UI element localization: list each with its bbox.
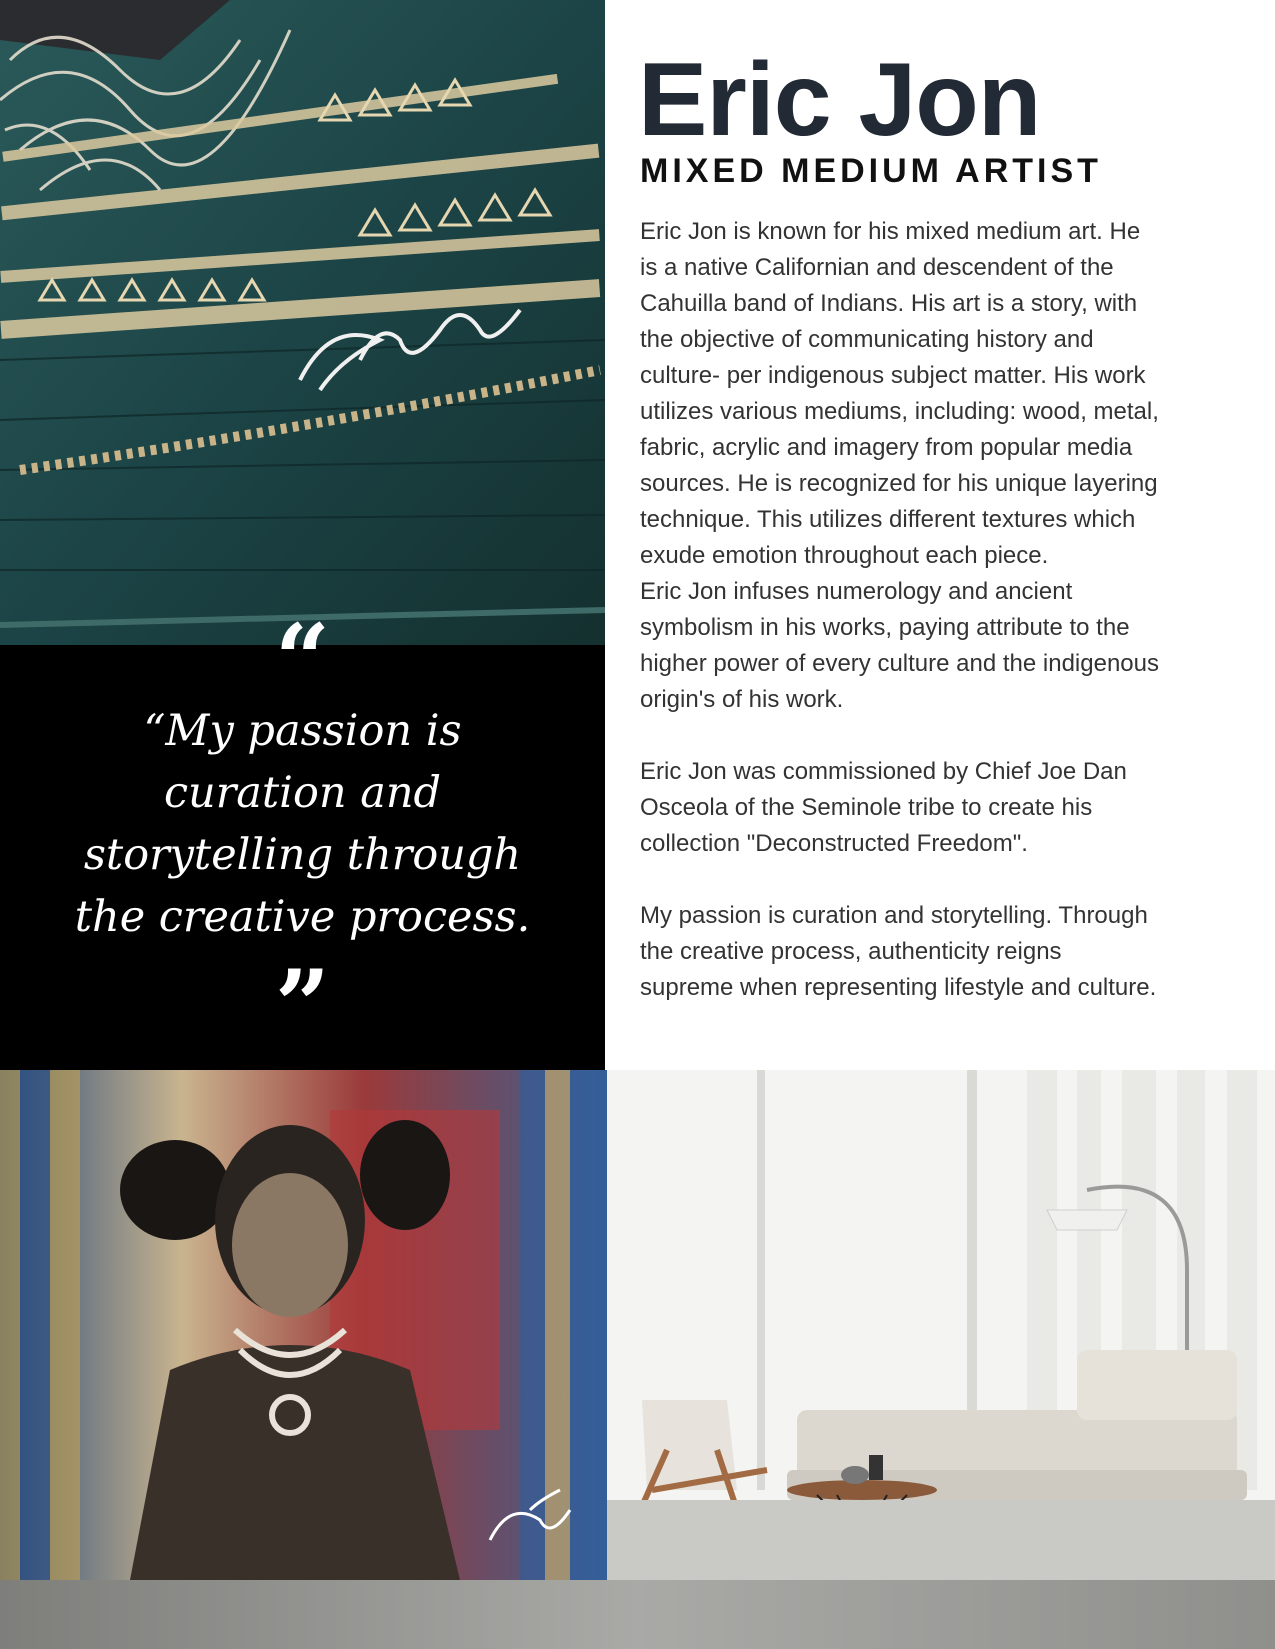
top-artwork-image — [0, 0, 605, 645]
bio-paragraph: Eric Jon is known for his mixed medium art. He is a native Californian and descendent of the Cahuilla band of Indians. His art is a story, with the objective of communicating history and culture- per indigenous subject matter. His work utilizes various mediums, including: wood, metal, fabric, acrylic and imagery from popular media sources. He is recognized for his unique layering technique. This utilizes different textures which exude emotion throughout each piece. — [640, 218, 1159, 569]
bio-paragraph: Eric Jon infuses numerology and ancient symbolism in his works, paying attribute to the higher power of every culture and the indigenous origin's of his work. — [640, 578, 1159, 713]
living-room-image — [607, 1070, 1275, 1580]
bio-paragraph: Eric Jon was commissioned by Chief Joe Dan Osceola of the Seminole tribe to create his collection "Deconstructed Freedom". — [640, 758, 1127, 857]
artist-bio — [640, 214, 1160, 1006]
close-quote-icon: ” — [274, 949, 331, 1062]
artist-title: MIXED MEDIUM ARTIST — [640, 152, 1102, 190]
bio-paragraph: My passion is curation and storytelling. Through the creative process, authenticity reigns supreme when representing lifestyle and culture. — [640, 902, 1157, 1001]
floor-strip — [0, 1580, 1275, 1649]
artist-name: Eric Jon — [638, 42, 1041, 158]
portrait-artwork-image — [0, 1070, 607, 1580]
pull-quote: “My passion is curation and storytelling through the creative process. — [74, 706, 531, 942]
open-quote-icon: “ — [274, 603, 331, 716]
